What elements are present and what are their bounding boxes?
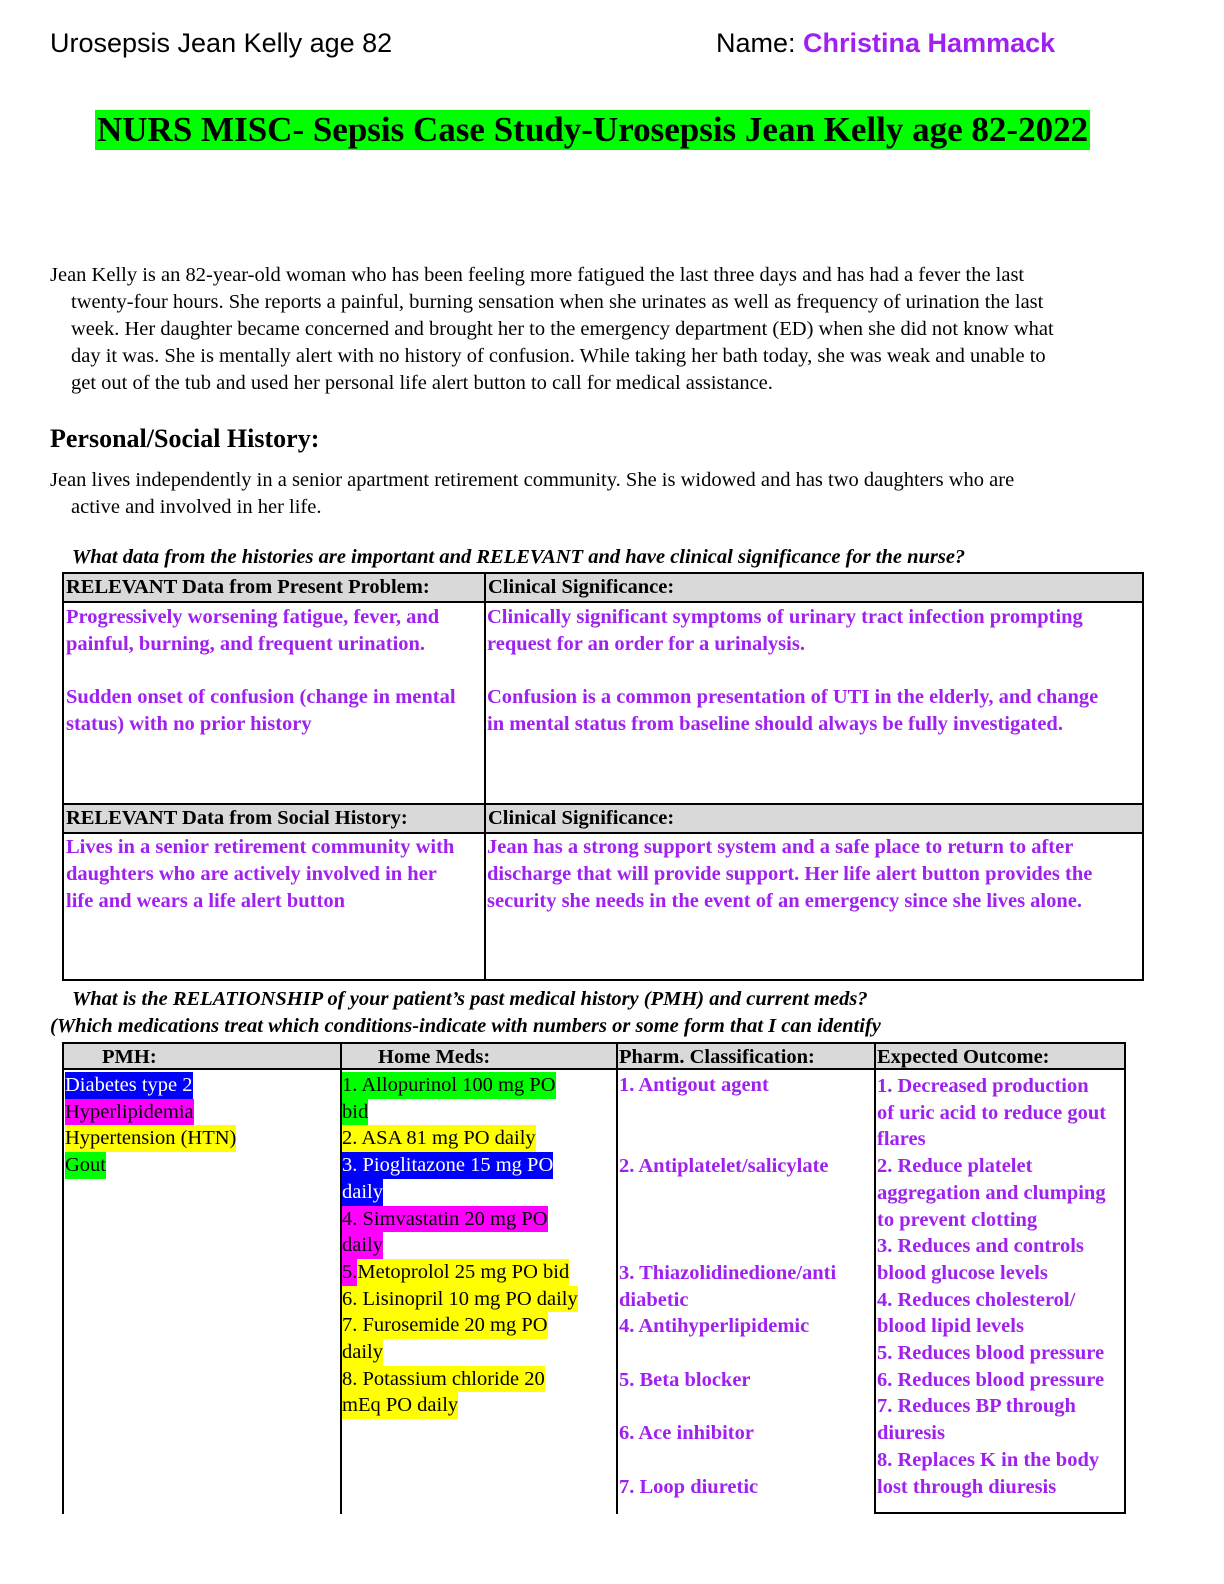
- pharm-class-5: 5. Beta blocker: [619, 1369, 751, 1391]
- case-intro-paragraph: [50, 262, 1140, 397]
- pmh-list: [65, 1072, 236, 1179]
- med-item: 6. Lisinopril 10 mg PO daily: [342, 1286, 578, 1313]
- header-name: [716, 28, 1055, 59]
- significance-1: Clinically significant symptoms of urinary tract infection prompting request for an order for a urinalysis.: [487, 606, 1083, 655]
- question-instructions: (Which medications treat which conditions-indicate with numbers or some form that I can identify: [50, 1015, 881, 1037]
- intro-line: get out of the tub and used her personal life alert button to call for medical assistance.: [71, 372, 773, 394]
- pharm-class-1: 1. Antigout agent: [619, 1074, 769, 1096]
- pmh-item-hyperlipidemia: Hyperlipidemia: [65, 1099, 194, 1126]
- med-item: 1. Allopurinol 100 mg PO: [342, 1072, 556, 1099]
- social-data-1: Lives in a senior retirement community with daughters who are actively involved in her life and wears a life alert button: [66, 836, 455, 912]
- med-item: Metoprolol 25 mg PO bid: [357, 1259, 569, 1286]
- home-meds-header: Home Meds:: [378, 1046, 491, 1068]
- column-divider: [484, 574, 486, 979]
- med-item: mEq PO daily: [342, 1392, 458, 1419]
- social-line: Jean lives independently in a senior apartment retirement community. She is widowed and has two daughters who are: [50, 469, 1015, 491]
- present-data-2: Sudden onset of confusion (change in mental status) with no prior history: [66, 686, 456, 735]
- expected-outcome-list: 1. Decreased production of uric acid to reduce gout flares 2. Reduce platelet aggregation and clumping to prevent clotting 3. Reduces and controls blood glucose levels 4. Reduces cholesterol/ blood lipid levels 5. Reduces blood pressure 6. Reduces blood pressure 7. Reduces BP through diuresis 8. Replaces K in the body lost through diuresis: [877, 1075, 1107, 1498]
- pharm-class-2: 2. Antiplatelet/salicylate: [619, 1155, 829, 1177]
- intro-line: twenty-four hours. She reports a painful, burning sensation when she urinates as well as frequency of urination the last: [71, 291, 1044, 313]
- intro-line: Jean Kelly is an 82-year-old woman who has been feeling more fatigued the last three days and has had a fever the last: [50, 264, 1025, 286]
- significance-3: Jean has a strong support system and a safe place to return to after discharge that will provide support. Her life alert button provides the security she needs in the event of an emergency since she lives alone.: [487, 836, 1093, 912]
- med-item: 4. Simvastatin 20 mg PO: [342, 1206, 548, 1233]
- pharm-class-4: 4. Antihyperlipidemic: [619, 1315, 810, 1337]
- med-item: 8. Potassium chloride 20: [342, 1366, 545, 1393]
- med-item: 5.: [342, 1259, 357, 1286]
- pharm-class-6: 6. Ace inhibitor: [619, 1422, 754, 1444]
- expected-outcome-header: Expected Outcome:: [877, 1046, 1050, 1068]
- document-title: NURS MISC- Sepsis Case Study-Urosepsis Jean Kelly age 82-2022: [97, 110, 1089, 149]
- student-name: Christina Hammack: [803, 28, 1056, 58]
- pharm-class-3: 3. Thiazolidinedione/anti diabetic: [619, 1262, 837, 1311]
- clinical-significance-header: Clinical Significance:: [488, 576, 675, 598]
- med-item: bid: [342, 1099, 368, 1126]
- med-item: 7. Furosemide 20 mg PO: [342, 1312, 548, 1339]
- present-problem-header: RELEVANT Data from Present Problem:: [66, 576, 430, 598]
- header-case-label: Urosepsis Jean Kelly age 82: [50, 28, 393, 58]
- med-item: daily: [342, 1339, 383, 1366]
- table-header-row: [64, 574, 1142, 603]
- med-item: daily: [342, 1232, 383, 1259]
- pmh-item-hypertension: Hypertension (HTN): [65, 1125, 236, 1152]
- home-meds-list: [342, 1072, 578, 1419]
- question-relevant-data: What data from the histories are important and RELEVANT and have clinical significance for the nurse?: [72, 546, 966, 568]
- name-label: Name:: [716, 28, 804, 58]
- pharm-class-header: Pharm. Classification:: [619, 1046, 815, 1068]
- med-item: daily: [342, 1179, 383, 1206]
- social-line: active and involved in her life.: [71, 496, 322, 518]
- intro-line: day it was. She is mentally alert with no history of confusion. While taking her bath today, she was weak and unable to: [71, 345, 1046, 367]
- pharm-class-7: 7. Loop diuretic: [619, 1476, 759, 1498]
- significance-2: Confusion is a common presentation of UTI in the elderly, and change in mental status from baseline should always be fully investigated.: [487, 686, 1099, 735]
- pmh-item-gout: Gout: [65, 1152, 106, 1179]
- clinical-significance-header: Clinical Significance:: [488, 807, 675, 829]
- med-item: 2. ASA 81 mg PO daily: [342, 1125, 536, 1152]
- social-history-header: RELEVANT Data from Social History:: [66, 807, 408, 829]
- pmh-meds-table: [62, 1042, 1126, 1514]
- intro-line: week. Her daughter became concerned and brought her to the emergency department (ED) when she did not know what: [71, 318, 1054, 340]
- relevance-table: [62, 572, 1144, 981]
- question-relationship: What is the RELATIONSHIP of your patient’s past medical history (PMH) and current meds?: [72, 988, 868, 1010]
- pmh-item-diabetes: Diabetes type 2: [65, 1072, 193, 1099]
- social-history-heading: Personal/Social History:: [50, 424, 320, 453]
- table-header-row: [64, 803, 1142, 834]
- pmh-header: PMH:: [102, 1046, 157, 1068]
- social-history-paragraph: [50, 467, 1140, 521]
- present-data-1: Progressively worsening fatigue, fever, and painful, burning, and frequent urination.: [66, 606, 440, 655]
- med-item: 3. Pioglitazone 15 mg PO: [342, 1152, 553, 1179]
